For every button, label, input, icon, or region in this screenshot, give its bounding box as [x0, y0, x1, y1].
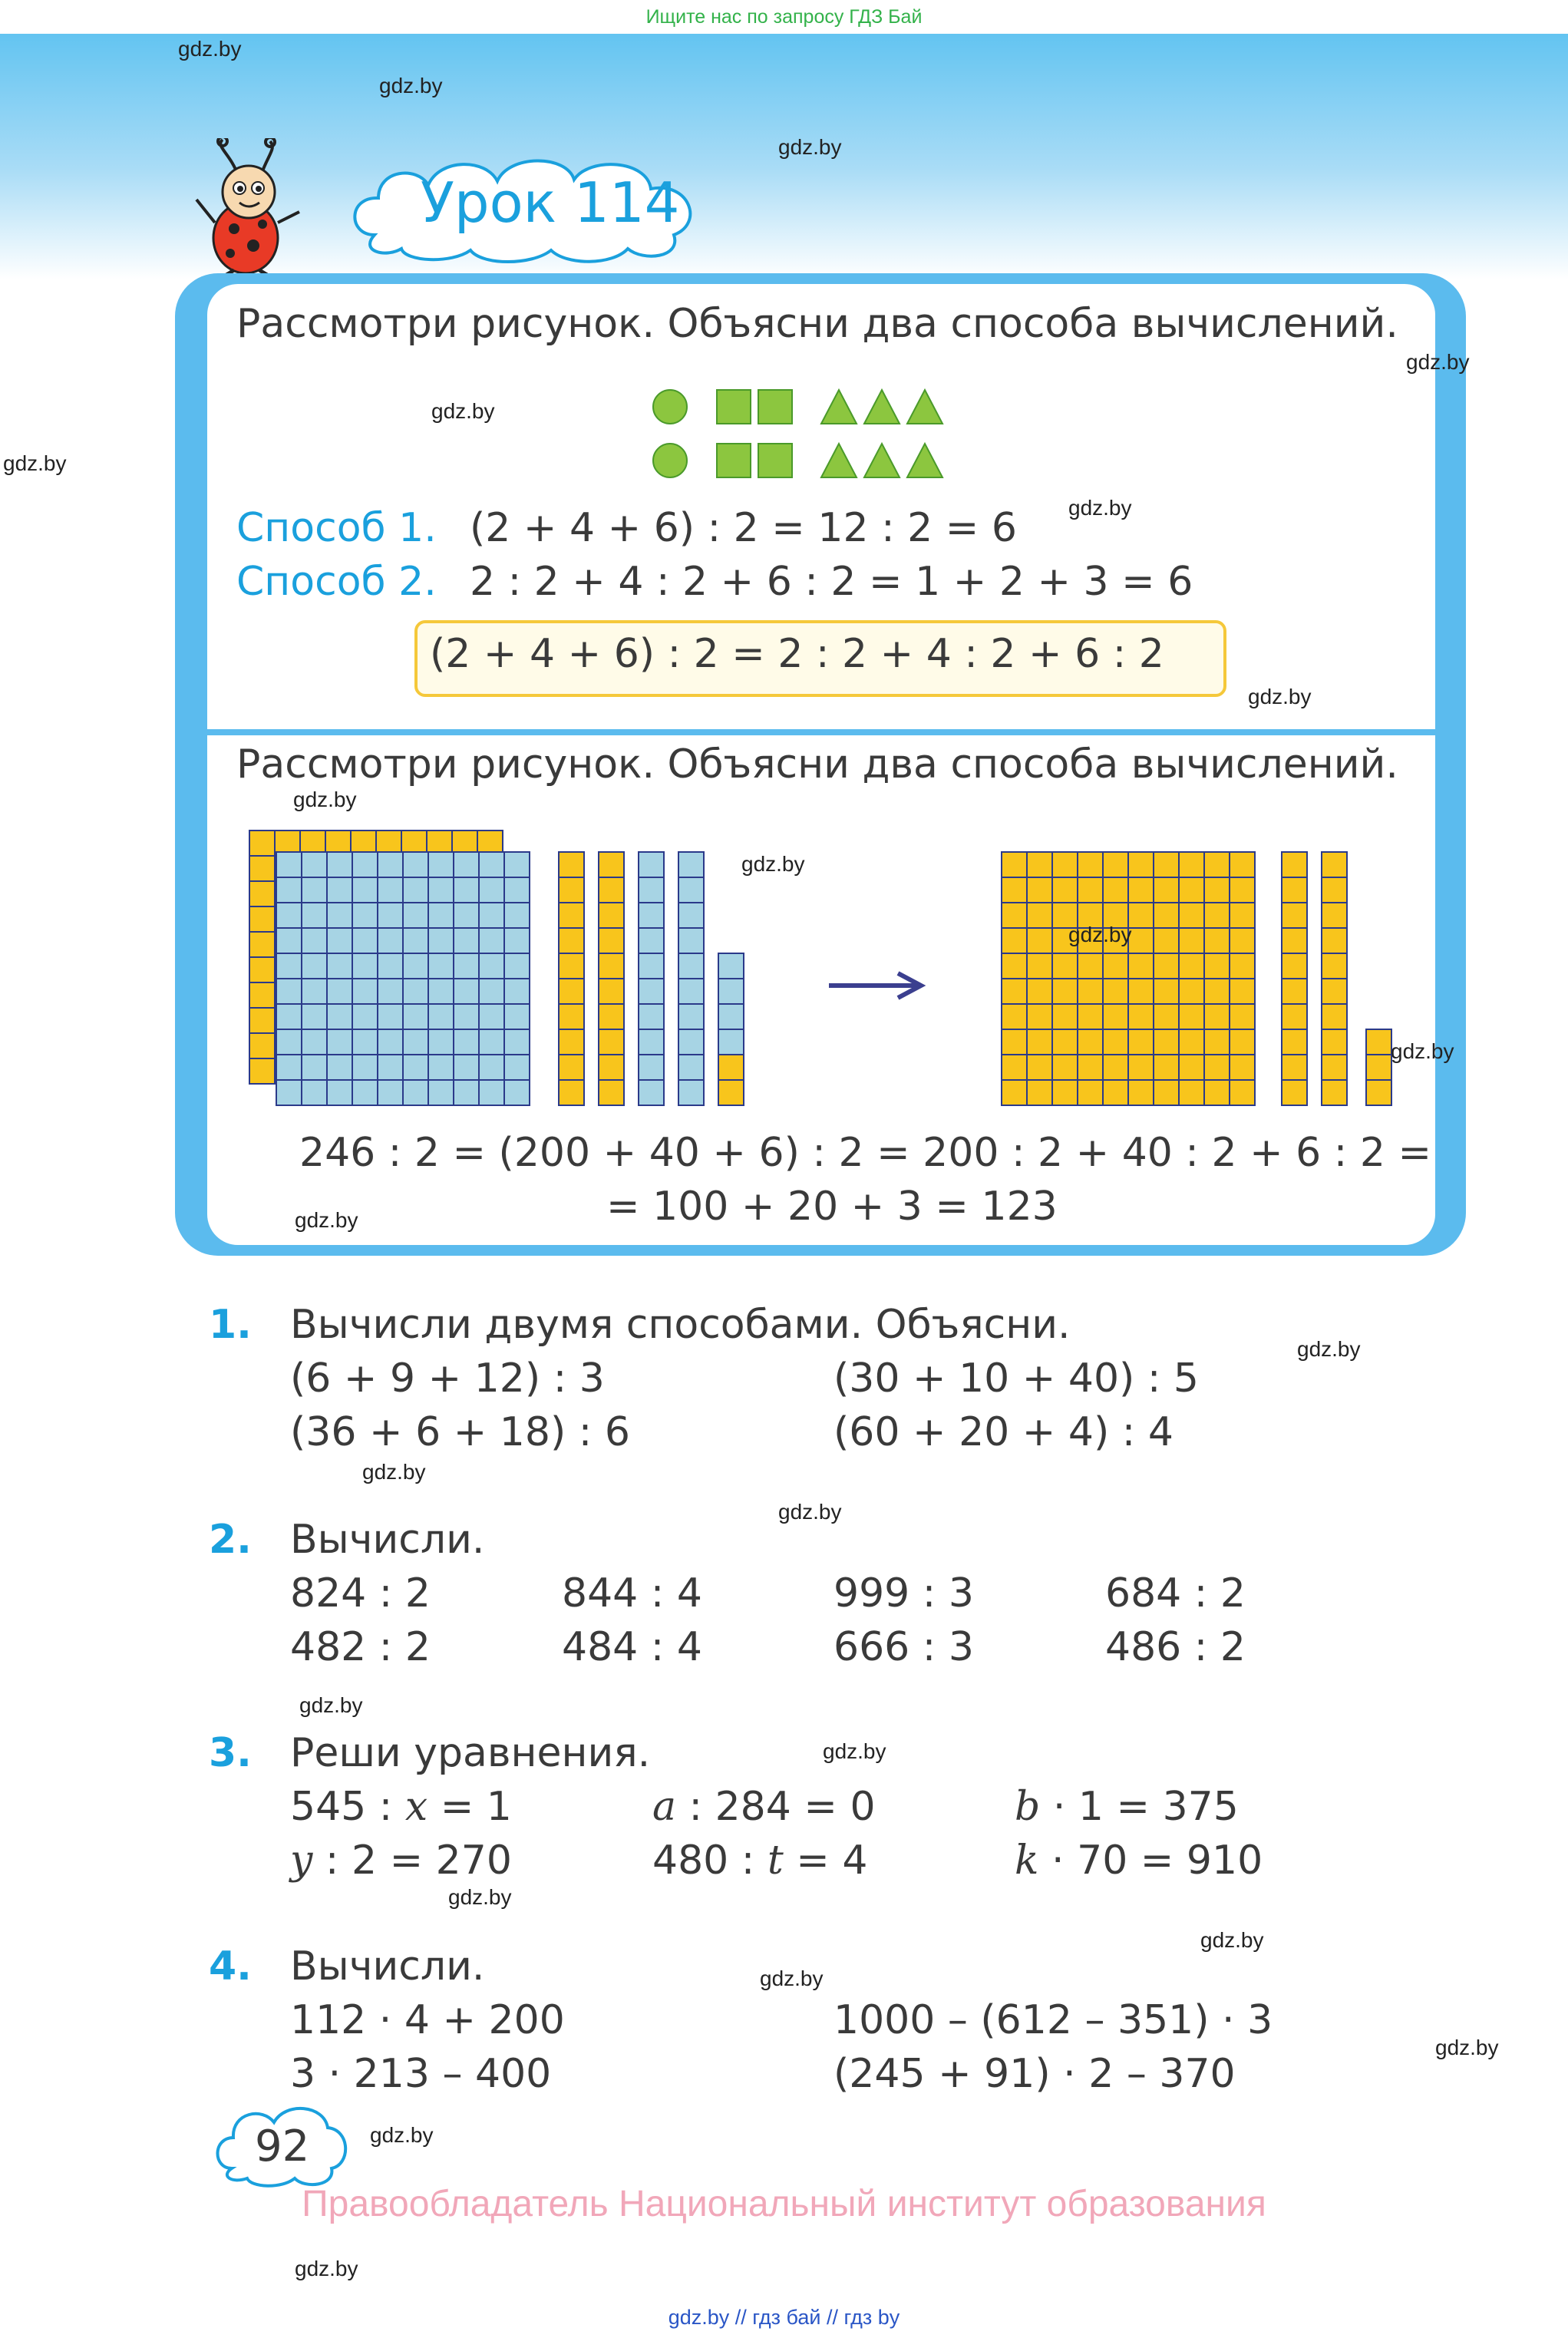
- watermark[interactable]: gdz.by: [741, 852, 805, 876]
- exercise4-item: (245 + 91) · 2 – 370: [834, 2051, 1236, 2097]
- exercise1-item: (36 + 6 + 18) : 6: [290, 1409, 630, 1455]
- arrow-right-icon: [829, 973, 921, 998]
- watermark[interactable]: gdz.by: [1248, 685, 1312, 708]
- ten-rod-blue: [678, 852, 704, 1105]
- ten-rod-blue: [639, 852, 664, 1105]
- exercise1-item: (6 + 9 + 12) : 3: [290, 1356, 605, 1402]
- example2-line1: 246 : 2 = (200 + 40 + 6) : 2 = 200 : 2 + 40 : 2 + 6 : 2 =: [299, 1130, 1432, 1176]
- exercise1-number: 1.: [209, 1302, 252, 1348]
- way1-expression: (2 + 4 + 6) : 2 = 12 : 2 = 6: [470, 505, 1017, 551]
- exercise2-item: 666 : 3: [834, 1624, 974, 1670]
- way2-label: Способ 2.: [236, 559, 437, 605]
- exercise2-item: 684 : 2: [1105, 1570, 1246, 1616]
- watermark[interactable]: gdz.by: [1200, 1928, 1264, 1952]
- watermark[interactable]: gdz.by: [1406, 350, 1470, 374]
- watermark[interactable]: gdz.by: [3, 451, 67, 475]
- example2-instruction: Рассмотри рисунок. Объясни два способа вычислений.: [236, 741, 1398, 788]
- way1-label: Способ 1.: [236, 505, 437, 551]
- ten-rod-yellow: [599, 852, 624, 1105]
- place-value-blocks: [246, 821, 1412, 1113]
- watermark[interactable]: gdz.by: [295, 1208, 358, 1232]
- watermark[interactable]: gdz.by: [379, 74, 443, 97]
- rule-expression: (2 + 4 + 6) : 2 = 2 : 2 + 4 : 2 + 6 : 2: [430, 631, 1164, 677]
- exercise4-title: Вычисли.: [290, 1943, 485, 1990]
- watermark[interactable]: gdz.by: [1391, 1039, 1454, 1063]
- exercise3-number: 3.: [209, 1730, 252, 1776]
- watermark[interactable]: gdz.by: [1297, 1337, 1361, 1361]
- exercise4-item: 112 · 4 + 200: [290, 1997, 565, 2043]
- watermark[interactable]: gdz.by: [448, 1885, 512, 1909]
- footer-links[interactable]: gdz.by // гдз бай // гдз by: [668, 2306, 900, 2329]
- exercise2-item: 999 : 3: [834, 1570, 974, 1616]
- watermark[interactable]: gdz.by: [823, 1739, 886, 1763]
- ones-result: [1366, 1029, 1391, 1105]
- watermark[interactable]: gdz.by: [1435, 2036, 1499, 2059]
- example2-line2: = 100 + 20 + 3 = 123: [606, 1184, 1058, 1230]
- exercise4-number: 4.: [209, 1943, 252, 1990]
- exercise2-item: 482 : 2: [290, 1624, 431, 1670]
- ladybug-mascot: [192, 138, 307, 276]
- ones-blue: [718, 953, 744, 1055]
- exercise4-item: 1000 – (612 – 351) · 3: [834, 1997, 1273, 2043]
- watermark[interactable]: gdz.by: [293, 788, 357, 811]
- exercise1-item: (30 + 10 + 40) : 5: [834, 1356, 1199, 1402]
- watermark[interactable]: gdz.by: [778, 1500, 842, 1524]
- equation: k · 70 = 910: [1015, 1838, 1263, 1884]
- ten-rod-result: [1282, 852, 1307, 1105]
- watermark[interactable]: gdz.by: [431, 399, 495, 423]
- watermark[interactable]: gdz.by: [362, 1460, 426, 1484]
- exercise2-title: Вычисли.: [290, 1517, 485, 1563]
- way2-expression: 2 : 2 + 4 : 2 + 6 : 2 = 1 + 2 + 3 = 6: [470, 559, 1193, 605]
- hundred-square-blue: [276, 852, 530, 1105]
- watermark[interactable]: gdz.by: [760, 1966, 824, 1990]
- watermark[interactable]: gdz.by: [370, 2123, 434, 2147]
- top-banner[interactable]: Ищите нас по запросу ГДЗ Бай: [645, 6, 923, 28]
- copyright-credit: Правообладатель Национальный институт образования: [302, 2184, 1266, 2224]
- watermark[interactable]: gdz.by: [178, 37, 242, 61]
- exercise2-item: 844 : 4: [562, 1570, 702, 1616]
- example1-instruction: Рассмотри рисунок. Объясни два способа вычислений.: [236, 301, 1398, 347]
- exercise2-number: 2.: [209, 1517, 252, 1563]
- page-number: 92: [255, 2122, 310, 2171]
- equation: y : 2 = 270: [290, 1838, 512, 1884]
- exercise2-item: 484 : 4: [562, 1624, 702, 1670]
- ten-rod-yellow: [559, 852, 584, 1105]
- watermark[interactable]: gdz.by: [295, 2257, 358, 2280]
- exercise2-item: 486 : 2: [1105, 1624, 1246, 1670]
- equation: 480 : t = 4: [652, 1838, 868, 1884]
- ones-yellow: [718, 1055, 744, 1105]
- shapes-illustration: [651, 384, 950, 484]
- exercise1-item: (60 + 20 + 4) : 4: [834, 1409, 1174, 1455]
- watermark[interactable]: gdz.by: [299, 1693, 363, 1717]
- exercise3-title: Реши уравнения.: [290, 1730, 651, 1776]
- exercise1-title: Вычисли двумя способами. Объясни.: [290, 1302, 1071, 1348]
- ten-rod-result: [1322, 852, 1347, 1105]
- equation: b · 1 = 375: [1015, 1784, 1239, 1830]
- watermark[interactable]: gdz.by: [1068, 923, 1132, 946]
- exercise4-item: 3 · 213 – 400: [290, 2051, 552, 2097]
- watermark[interactable]: gdz.by: [1068, 496, 1132, 520]
- watermark[interactable]: gdz.by: [778, 135, 842, 159]
- exercise2-item: 824 : 2: [290, 1570, 431, 1616]
- equation: a : 284 = 0: [652, 1784, 876, 1830]
- lesson-title: Урок 114: [421, 170, 680, 235]
- hundred-square-result: [1002, 852, 1255, 1105]
- equation: 545 : x = 1: [290, 1784, 512, 1830]
